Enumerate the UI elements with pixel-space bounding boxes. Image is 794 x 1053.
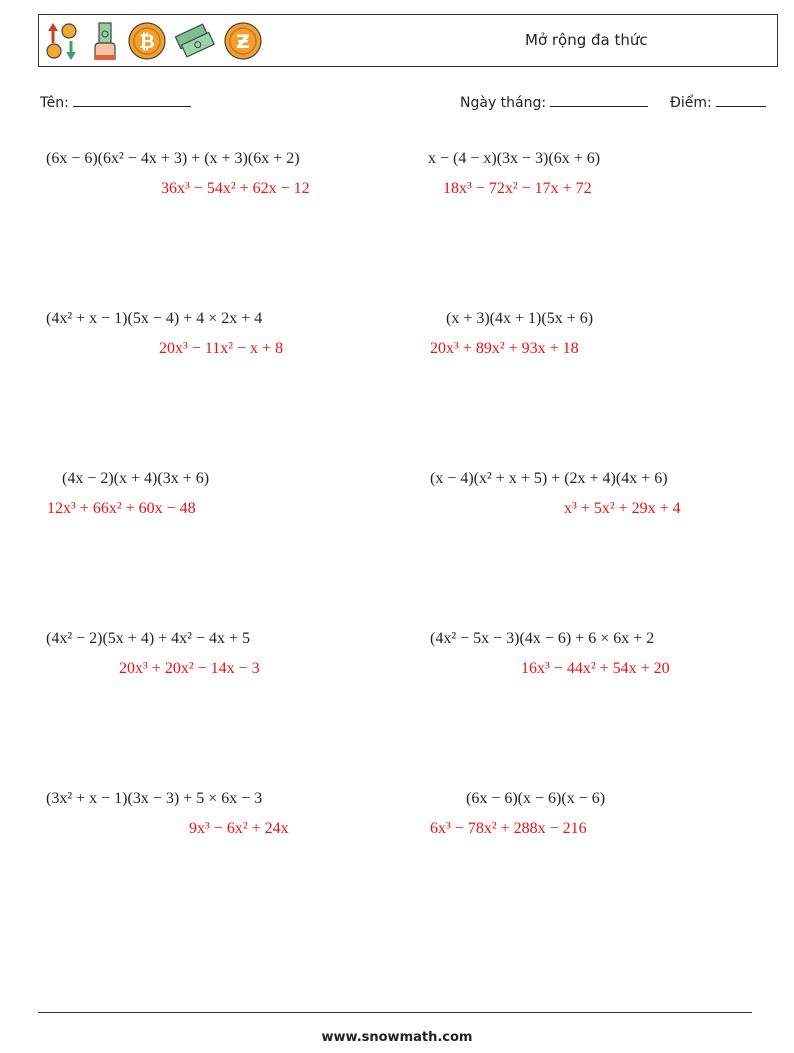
worksheet-title: Mở rộng đa thức [525,31,648,49]
worksheet-header [38,14,778,67]
svg-text:Ƶ: Ƶ [236,31,250,53]
date-label: Ngày tháng: [460,95,547,111]
score-label: Điểm: [670,95,712,111]
answer: 20x³ + 89x² + 93x + 18 [430,340,579,357]
answer: 36x³ − 54x² + 62x − 12 [161,180,310,197]
question: (4x² − 5x − 3)(4x − 6) + 6 × 6x + 2 [430,630,655,647]
zcash-coin-icon [223,21,263,61]
answer: 16x³ − 44x² + 54x + 20 [521,660,670,677]
svg-text:₿: ₿ [139,31,155,53]
header-icons [43,19,263,63]
footer-url[interactable]: www.snowmath.com [321,1030,473,1045]
name-field [40,94,191,111]
date-field [460,94,648,111]
question: (x − 4)(x² + x + 5) + (2x + 4)(4x + 6) [430,470,668,487]
answer: x³ + 5x² + 29x + 4 [564,500,681,517]
answer: 20x³ + 20x² − 14x − 3 [119,660,260,677]
date-blank[interactable] [550,94,648,107]
answer: 6x³ − 78x² + 288x − 216 [430,820,587,837]
question: (4x² + x − 1)(5x − 4) + 4 × 2x + 4 [46,310,263,327]
answer: 18x³ − 72x² − 17x + 72 [443,180,592,197]
name-label: Tên: [40,95,69,111]
question: x − (4 − x)(3x − 3)(6x + 6) [428,150,601,167]
score-field [670,94,766,111]
hand-banknote-icon [91,21,119,61]
bitcoin-icon [127,21,167,61]
footer-divider [38,1012,752,1013]
money-stack-icon [175,21,215,61]
answer: 12x³ + 66x² + 60x − 48 [47,500,196,517]
question: (6x − 6)(x − 6)(x − 6) [466,790,606,807]
question: (3x² + x − 1)(3x − 3) + 5 × 6x − 3 [46,790,263,807]
arrows-coins-icon [43,21,83,61]
answer: 20x³ − 11x² − x + 8 [159,340,284,357]
question: (4x² − 2)(5x + 4) + 4x² − 4x + 5 [46,630,251,647]
score-blank[interactable] [716,94,766,107]
name-blank[interactable] [73,94,191,107]
question: (x + 3)(4x + 1)(5x + 6) [446,310,594,327]
question: (4x − 2)(x + 4)(3x + 6) [62,470,210,487]
answer: 9x³ − 6x² + 24x [189,820,289,837]
question: (6x − 6)(6x² − 4x + 3) + (x + 3)(6x + 2) [46,150,300,167]
